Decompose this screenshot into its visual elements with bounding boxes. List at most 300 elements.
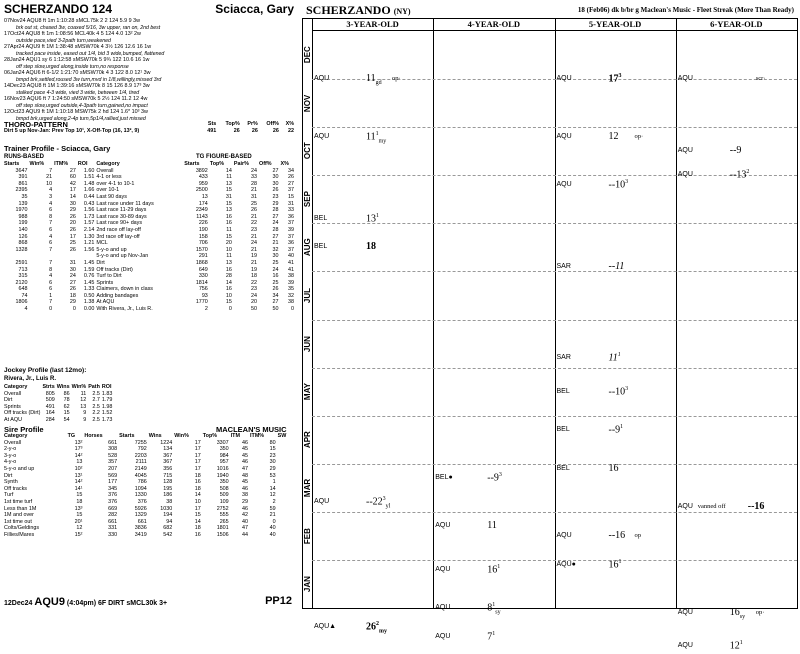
table-cell: Last 90 days <box>96 193 127 200</box>
table-cell: 1814 <box>195 279 208 286</box>
table-cell: 62 <box>63 403 70 410</box>
entry-figure: 18 <box>366 241 376 253</box>
table-cell: 13 <box>225 207 232 214</box>
table-cell: 2-y-o <box>4 446 17 453</box>
table-cell: 3419 <box>134 531 147 538</box>
figure-entry <box>557 352 674 366</box>
entry-sup: 1 <box>739 640 743 647</box>
entry-track: AQU <box>435 522 451 530</box>
table-cell: 21 <box>251 213 257 220</box>
column-divider <box>555 19 556 608</box>
sheet-title: SCHERZANDO (NY) <box>306 3 411 17</box>
table-cell: 8 <box>49 266 53 273</box>
table-cell: 140 <box>18 226 28 233</box>
table-cell: 30 <box>272 174 279 181</box>
table-cell: 15 <box>288 193 294 200</box>
table-cell: 1143 <box>196 213 208 220</box>
table-cell: 508 <box>219 485 229 492</box>
entry-note: vanned off <box>697 503 726 511</box>
table-cell: 126 <box>18 233 28 240</box>
table-cell: 34 <box>288 167 294 174</box>
table-cell: 9 <box>83 416 87 423</box>
table-row <box>4 293 296 300</box>
month-gridline <box>312 320 797 321</box>
table-header-cell: Win% <box>29 161 45 167</box>
table-cell: 7 <box>49 299 53 306</box>
table-cell: 1.45 <box>83 259 95 266</box>
entry-figure: $11_{gd}$ <box>366 73 382 87</box>
table-cell: 164 <box>45 410 55 417</box>
table-row <box>4 220 296 227</box>
table-cell: 21 <box>251 233 257 240</box>
entry-track: BEL <box>314 214 328 222</box>
table-cell: 15² <box>74 531 83 538</box>
entry-track: AQU <box>677 171 693 179</box>
table-cell: 3307 <box>216 439 229 446</box>
entry-track: AQU <box>677 503 693 511</box>
table-row <box>4 410 114 417</box>
table-cell: 555 <box>219 512 229 519</box>
table-cell: 134 <box>163 446 173 453</box>
table-cell: 1.79 <box>101 397 113 404</box>
figure-entry <box>678 607 795 621</box>
table-cell: 1.38 <box>83 299 95 306</box>
table-cell: 713 <box>18 266 28 273</box>
figure-entry <box>678 73 795 87</box>
table-row <box>4 506 296 513</box>
table-cell: 35 <box>288 286 294 293</box>
entry-note: scr· <box>755 75 766 83</box>
table-cell: 345 <box>108 485 118 492</box>
race-footer <box>4 594 296 610</box>
table-cell: 10 <box>194 498 201 505</box>
table-cell: 14 <box>225 167 232 174</box>
table-cell: 367 <box>163 452 173 459</box>
table-cell: 22 <box>288 127 294 134</box>
table-row <box>4 391 114 398</box>
figure-entry <box>678 640 795 654</box>
table-cell: 2.5 <box>92 390 100 397</box>
table-cell: 9 <box>83 410 87 417</box>
table-row <box>4 273 296 280</box>
month-gridline <box>312 127 797 128</box>
table-cell: 27 <box>288 180 294 187</box>
entry-figure: $26^2_{my}$ <box>366 621 387 635</box>
table-cell: 2 <box>272 498 276 505</box>
table-cell: 805 <box>45 390 55 397</box>
table-cell: 20 <box>251 299 257 306</box>
pp-line-text: 12Oct23 AQU9 ft 1M 1:10:18 MSW75k 2 hd 124 1.6* 10³ 3w <box>4 109 148 115</box>
entry-sup: 1 <box>618 558 622 565</box>
pp-comment: stalked pace 4-3 wide, vied 3 wide, between 1/4, tired <box>16 90 140 96</box>
table-row <box>4 181 296 188</box>
month-gridline <box>312 560 797 561</box>
table-cell: 21 <box>251 246 257 253</box>
table-cell: 1.56 <box>83 246 95 253</box>
figure-entry <box>435 602 552 616</box>
table-cell: 792 <box>137 446 147 453</box>
table-cell: 0.76 <box>83 273 95 280</box>
table-cell: 13 <box>76 459 83 466</box>
table-cell: 4-y-o <box>4 459 17 466</box>
entry-figure: $--13^2$ <box>729 169 750 181</box>
table-row <box>4 397 114 404</box>
table-cell: 1016 <box>216 465 229 472</box>
entry-sup: 1 <box>492 630 496 637</box>
table-row <box>4 446 296 453</box>
table-cell: 16 <box>225 220 232 227</box>
table-cell: 1.33 <box>83 286 95 293</box>
table-cell: 14 <box>225 279 232 286</box>
month-label: AUG <box>303 238 312 257</box>
table-cell: 357 <box>108 459 118 466</box>
table-cell: 17 <box>69 233 76 240</box>
pp-line <box>4 31 296 38</box>
table-cell: 94 <box>166 518 173 525</box>
table-cell: 12 <box>269 492 276 499</box>
entry-track: AQU <box>435 565 451 573</box>
table-row <box>4 404 114 411</box>
table-cell: 5-y-o and up Nov-Jan <box>96 253 149 260</box>
table-cell: 24 <box>251 240 257 247</box>
table-cell: 6 <box>49 226 53 233</box>
table-cell: 4 <box>49 273 53 280</box>
table-cell: 13 <box>201 193 208 200</box>
table-cell: 30 <box>272 180 279 187</box>
table-cell: 40 <box>242 518 249 525</box>
table-cell: 13¹ <box>74 472 83 479</box>
table-header-cell: ROI <box>77 161 88 167</box>
table-cell: 26 <box>251 207 257 214</box>
table-cell: 17 <box>69 187 76 194</box>
table-cell: 23 <box>272 193 279 200</box>
entry-track: SAR <box>556 353 571 361</box>
entry-track: AQU <box>677 75 693 83</box>
table-cell: 15 <box>76 492 83 499</box>
table-cell: 4 <box>49 187 53 194</box>
table-cell: 1.30 <box>83 233 95 240</box>
table-row <box>4 260 296 267</box>
table-cell: 15 <box>76 512 83 519</box>
month-gridline <box>312 271 797 272</box>
table-cell: 47 <box>242 465 249 472</box>
entry-figure: --16 <box>747 501 765 513</box>
table-cell: 17 <box>194 465 201 472</box>
entry-note: op· <box>755 608 765 616</box>
table-cell: 4 <box>49 233 53 240</box>
trainer-name: Sciacca, Gary <box>215 2 294 16</box>
table-cell: 26 <box>251 127 258 134</box>
table-cell: 1.98 <box>101 403 113 410</box>
table-cell: 15 <box>63 410 70 417</box>
table-cell: Sprints <box>4 403 21 410</box>
table-cell: 861 <box>18 180 28 187</box>
sire-profile-table <box>4 433 296 539</box>
entry-figure: --16 <box>608 529 626 541</box>
table-row <box>4 280 296 287</box>
figure-entry <box>314 213 431 227</box>
column-divider <box>676 19 677 608</box>
pp-comment: outside pace,vied 3-2path turn,weakened <box>16 38 111 44</box>
table-cell: 46 <box>242 439 249 446</box>
table-cell: 18 <box>194 472 201 479</box>
table-cell: 54 <box>63 416 70 423</box>
entry-track: SAR <box>556 262 571 270</box>
thoro-pattern-title: THORO-PATTERN <box>4 120 68 129</box>
figure-entry <box>435 520 552 534</box>
table-cell: 2120 <box>15 279 28 286</box>
table-cell: Turf <box>4 492 14 499</box>
table-cell: 59 <box>269 505 276 512</box>
table-header-row <box>4 161 296 168</box>
entry-figure: $16^1$ <box>487 563 501 575</box>
table-row <box>4 306 296 313</box>
table-cell: 27 <box>272 167 279 174</box>
figure-entry <box>557 463 674 477</box>
table-cell: 45 <box>242 479 249 486</box>
table-cell: 128 <box>163 479 173 486</box>
table-row <box>4 194 296 201</box>
table-header-cell: ROI <box>101 384 112 390</box>
table-cell: 31 <box>69 259 76 266</box>
table-cell: 31 <box>225 193 232 200</box>
table-cell: 2591 <box>15 259 28 266</box>
table-cell: 1.60 <box>83 167 95 174</box>
table-cell: 16 <box>194 531 201 538</box>
table-cell: 2111 <box>135 459 147 466</box>
table-cell: 0.00 <box>83 306 95 313</box>
table-cell: 1868 <box>195 259 208 266</box>
table-cell: 6 <box>49 279 53 286</box>
table-header-cell: SW <box>277 433 287 439</box>
table-cell: 40 <box>269 525 276 532</box>
table-cell: 3 <box>49 193 53 200</box>
table-cell: 27 <box>272 213 279 220</box>
table-cell: 682 <box>163 525 173 532</box>
entry-sub: gd <box>375 80 382 87</box>
table-cell: 26 <box>69 213 76 220</box>
table-cell: 21 <box>272 240 279 247</box>
entry-figure: $7^1$ <box>487 630 496 643</box>
table-cell: Fillies/Mares <box>4 531 35 538</box>
table-cell: With Rivera, Jr., Luis R. <box>96 306 153 313</box>
month-label: JUN <box>303 335 312 352</box>
table-cell: 199 <box>18 220 28 227</box>
table-cell: 15 <box>225 299 232 306</box>
table-cell: 5-y-o and up <box>96 246 127 253</box>
month-label: JAN <box>303 575 312 592</box>
table-cell: 53 <box>269 472 276 479</box>
table-cell: Off tracks <box>4 485 27 492</box>
table-header-row <box>4 121 296 128</box>
entry-track: AQU <box>556 180 572 188</box>
table-cell: 14¹ <box>74 485 83 492</box>
table-cell: 19 <box>251 253 257 260</box>
table-cell: 26 <box>69 226 76 233</box>
entry-track: AQU <box>677 147 693 155</box>
table-cell: 25 <box>272 259 279 266</box>
table-cell: 42 <box>69 180 76 187</box>
horse-header <box>4 2 298 18</box>
table-cell: 174 <box>198 200 208 207</box>
entry-sub: yl <box>385 503 391 510</box>
entry-track: AQU <box>556 531 572 539</box>
entry-sub: sy <box>495 609 501 616</box>
table-row <box>4 234 296 241</box>
table-cell: 2349 <box>195 207 208 214</box>
table-cell: 14 <box>194 492 201 499</box>
table-cell: 25 <box>69 240 76 247</box>
left-panel <box>0 0 300 611</box>
table-cell: 190 <box>198 226 208 233</box>
entry-track: AQU▲ <box>314 623 337 631</box>
entry-figure: $11^1_{my}$ <box>366 130 387 145</box>
table-header-cell: Top% <box>209 161 225 167</box>
performance-sheet <box>302 18 798 652</box>
table-cell: 17 <box>194 439 201 446</box>
table-header-cell: Starts <box>119 433 135 439</box>
table-cell: over 4-1 to 10-1 <box>96 180 135 187</box>
thoro-pattern-table <box>4 121 296 134</box>
table-cell: 1 <box>272 479 276 486</box>
table-cell: 491 <box>45 403 55 410</box>
table-cell: Last race 30-89 days <box>96 213 147 220</box>
table-cell: 26 <box>272 286 279 293</box>
table-cell: 1770 <box>195 299 208 306</box>
table-cell: 648 <box>18 286 28 293</box>
month-label: MAR <box>303 478 312 497</box>
figure-entry <box>557 73 674 87</box>
table-cell: 31 <box>251 193 257 200</box>
figure-entry <box>557 559 674 573</box>
table-row <box>4 440 296 447</box>
table-cell: At AQU <box>4 416 22 423</box>
table-cell: 11 <box>80 390 87 397</box>
entry-track: AQU <box>556 75 572 83</box>
table-cell: 27 <box>272 299 279 306</box>
table-cell: 24 <box>251 292 257 299</box>
table-cell: 16 <box>194 479 201 486</box>
table-cell: 11 <box>226 253 232 260</box>
race-track: AQU9 <box>34 596 65 608</box>
table-cell: 109 <box>219 498 229 505</box>
race-date: 12Dec24 <box>4 600 33 607</box>
entry-figure: --9 <box>729 145 742 157</box>
pp-line-text: 28Jan24 AQU1 sy 6 1:12:58 sMSW70k 5 9¾ 122 10.6 16 1w <box>4 57 150 63</box>
table-header-cell: Horses <box>84 433 103 439</box>
table-cell: 18 <box>251 273 257 280</box>
entry-track: AQU <box>314 75 330 83</box>
table-header-cell: Path <box>88 384 100 390</box>
month-label: MAY <box>303 383 312 401</box>
table-cell: 28 <box>251 180 257 187</box>
table-cell: 44 <box>242 531 249 538</box>
table-cell: 2395 <box>15 187 28 194</box>
table-cell: 0.50 <box>83 292 95 299</box>
month-label: FEB <box>303 527 312 544</box>
table-cell: 27 <box>272 233 279 240</box>
table-cell: 45 <box>242 452 249 459</box>
table-cell: 27 <box>69 279 76 286</box>
table-row <box>4 128 296 135</box>
table-cell: 315 <box>18 273 28 280</box>
table-header-cell: TG <box>67 433 76 439</box>
month-label: DEC <box>303 46 312 64</box>
pp-line <box>4 109 296 116</box>
tg-figure-title: TG FIGURE-BASED <box>196 154 252 160</box>
entry-sup: 1 <box>617 351 621 358</box>
table-cell: 1806 <box>15 299 28 306</box>
table-header-cell: Category <box>4 384 28 390</box>
table-cell: 37 <box>288 187 294 194</box>
table-cell: 2.5 <box>92 416 100 423</box>
entry-note: op· <box>392 75 401 83</box>
table-cell: 491 <box>207 127 217 134</box>
table-cell: 13 <box>225 259 232 266</box>
entry-track: AQU <box>556 132 572 140</box>
table-row <box>4 417 114 424</box>
table-cell: 391 <box>18 174 28 181</box>
pp-line-text: 16Nov23 AQU6 ft 7 1:24:50 sMSW70k 5 2½ 124 11.2 12 4w <box>4 96 148 102</box>
figure-entry <box>314 73 431 87</box>
table-cell: 26 <box>272 127 279 134</box>
table-cell: 330 <box>198 273 208 280</box>
table-row <box>4 286 296 293</box>
table-cell: 28 <box>272 226 279 233</box>
table-cell: 2.14 <box>83 226 95 233</box>
table-header-cell: X% <box>280 161 289 167</box>
table-cell: 1330 <box>134 492 147 499</box>
pp-line <box>4 57 296 64</box>
table-cell: 4-1 or less <box>96 174 122 181</box>
table-cell: 26 <box>288 174 294 181</box>
table-cell: 0 <box>291 306 294 313</box>
table-cell: 28 <box>225 273 232 280</box>
race-info <box>4 596 167 609</box>
table-cell: 14² <box>74 452 83 459</box>
table-cell: 2nd race off lay-off <box>96 226 141 233</box>
table-cell: 15 <box>225 187 232 194</box>
table-cell: Claimers, down in class <box>96 286 153 293</box>
entry-sup: 3 <box>498 472 502 479</box>
table-cell: 74 <box>21 292 28 299</box>
entry-sup: 1 <box>497 563 501 570</box>
table-cell: 20 <box>69 220 76 227</box>
entry-sub: my <box>378 138 387 145</box>
month-label: JUL <box>303 287 312 304</box>
table-cell: 45 <box>242 446 249 453</box>
entry-figure: 11 <box>487 520 497 532</box>
table-cell: 37 <box>288 233 294 240</box>
column-divider <box>312 19 313 608</box>
table-row <box>4 174 296 181</box>
table-row <box>4 532 296 539</box>
table-row <box>4 459 296 466</box>
entry-sup: 3 <box>618 73 622 80</box>
table-cell: 10 <box>46 180 53 187</box>
table-row <box>4 240 296 247</box>
table-row <box>4 525 296 532</box>
table-cell: 80 <box>269 439 276 446</box>
table-cell: 1.73 <box>101 416 113 423</box>
table-cell: 786 <box>137 479 147 486</box>
table-cell: 528 <box>108 452 118 459</box>
pp-line-text: 27Apr24 AQU9 ft 1M 1:38:48 sMSW70k 4 3½ 126 12.6 16 1w <box>4 44 152 50</box>
table-cell: 35 <box>21 193 28 200</box>
entry-track: BEL <box>314 243 328 251</box>
table-cell: 29 <box>69 207 76 214</box>
table-cell: 376 <box>137 498 147 505</box>
